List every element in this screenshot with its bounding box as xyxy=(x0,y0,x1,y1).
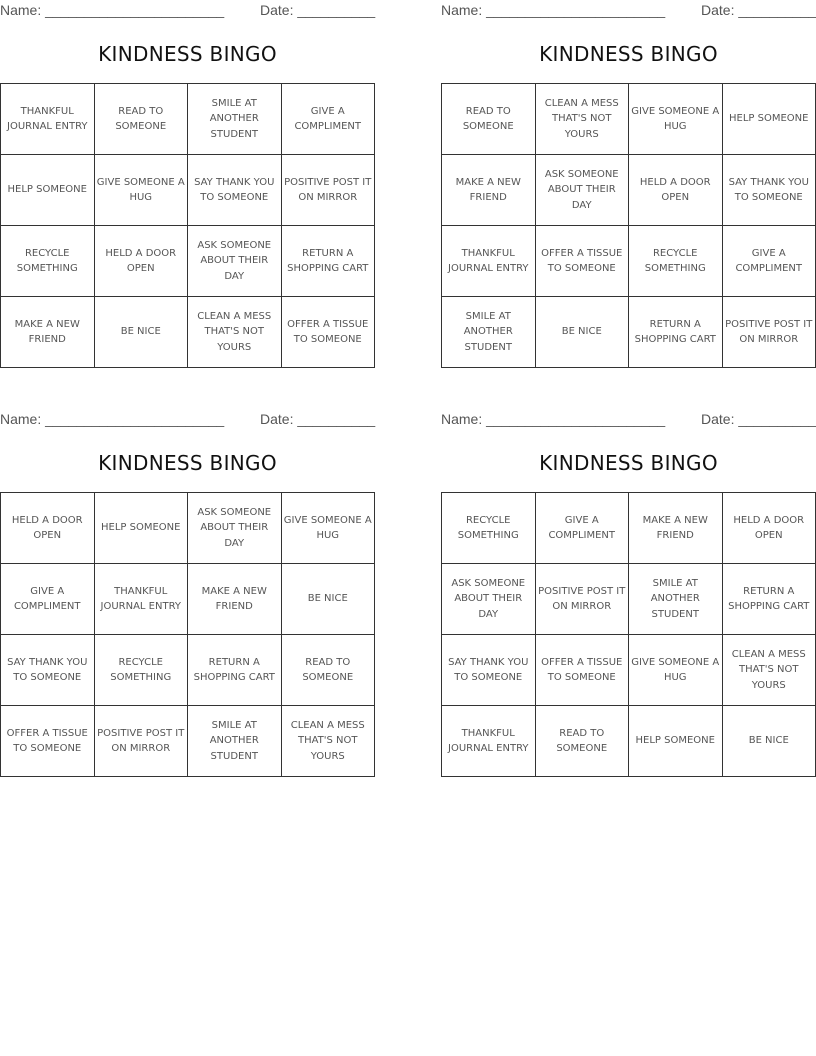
bingo-cell[interactable]: POSITIVE POST IT ON MIRROR xyxy=(722,297,816,368)
bingo-cell[interactable]: HELP SOMEONE xyxy=(722,84,816,155)
bingo-row xyxy=(1,706,375,777)
bingo-cell[interactable]: OFFER A TISSUE TO SOMEONE xyxy=(1,706,95,777)
bingo-cell[interactable]: GIVE A COMPLIMENT xyxy=(281,84,375,155)
bingo-cell[interactable]: THANKFUL JOURNAL ENTRY xyxy=(442,706,536,777)
bingo-cell[interactable]: SAY THANK YOU TO SOMEONE xyxy=(442,635,536,706)
bingo-cell[interactable]: GIVE SOMEONE A HUG xyxy=(281,493,375,564)
bingo-cell[interactable]: GIVE SOMEONE A HUG xyxy=(629,635,723,706)
bingo-cell[interactable]: RETURN A SHOPPING CART xyxy=(722,564,816,635)
bingo-cell[interactable]: OFFER A TISSUE TO SOMEONE xyxy=(535,226,629,297)
bingo-grid xyxy=(441,492,816,777)
card-header xyxy=(441,409,816,431)
bingo-cell[interactable]: POSITIVE POST IT ON MIRROR xyxy=(94,706,188,777)
bingo-cell[interactable]: GIVE A COMPLIMENT xyxy=(722,226,816,297)
bingo-cell[interactable]: OFFER A TISSUE TO SOMEONE xyxy=(535,635,629,706)
bingo-cell[interactable]: CLEAN A MESS THAT'S NOT YOURS xyxy=(722,635,816,706)
bingo-cell[interactable]: CLEAN A MESS THAT'S NOT YOURS xyxy=(188,297,282,368)
bingo-cell[interactable]: HELP SOMEONE xyxy=(629,706,723,777)
bingo-row xyxy=(442,706,816,777)
bingo-cell[interactable]: MAKE A NEW FRIEND xyxy=(629,493,723,564)
bingo-row xyxy=(1,493,375,564)
bingo-cell[interactable]: RETURN A SHOPPING CART xyxy=(188,635,282,706)
bingo-cell[interactable]: BE NICE xyxy=(94,297,188,368)
bingo-cell[interactable]: READ TO SOMEONE xyxy=(94,84,188,155)
bingo-cell[interactable]: MAKE A NEW FRIEND xyxy=(442,155,536,226)
bingo-card-4 xyxy=(441,409,816,789)
bingo-row xyxy=(1,297,375,368)
bingo-cell[interactable]: MAKE A NEW FRIEND xyxy=(188,564,282,635)
bingo-cell[interactable]: MAKE A NEW FRIEND xyxy=(1,297,95,368)
bingo-row xyxy=(442,155,816,226)
bingo-cell[interactable]: POSITIVE POST IT ON MIRROR xyxy=(281,155,375,226)
bingo-cell[interactable]: BE NICE xyxy=(535,297,629,368)
bingo-cell[interactable]: ASK SOMEONE ABOUT THEIR DAY xyxy=(188,493,282,564)
name-field[interactable]: Name: _______________________ xyxy=(441,411,666,427)
bingo-cell[interactable]: RETURN A SHOPPING CART xyxy=(281,226,375,297)
bingo-grid xyxy=(0,83,375,368)
bingo-grid xyxy=(0,492,375,777)
bingo-card-2 xyxy=(441,0,816,380)
bingo-cell[interactable]: SAY THANK YOU TO SOMEONE xyxy=(722,155,816,226)
bingo-cell[interactable]: THANKFUL JOURNAL ENTRY xyxy=(1,84,95,155)
bingo-cell[interactable]: HELD A DOOR OPEN xyxy=(629,155,723,226)
bingo-cell[interactable]: OFFER A TISSUE TO SOMEONE xyxy=(281,297,375,368)
bingo-cell[interactable]: RECYCLE SOMETHING xyxy=(1,226,95,297)
bingo-cell[interactable]: GIVE A COMPLIMENT xyxy=(1,564,95,635)
bingo-row xyxy=(442,226,816,297)
card-title: KINDNESS BINGO xyxy=(539,42,718,66)
bingo-cell[interactable]: READ TO SOMEONE xyxy=(281,635,375,706)
bingo-cell[interactable]: READ TO SOMEONE xyxy=(442,84,536,155)
bingo-cell[interactable]: RECYCLE SOMETHING xyxy=(629,226,723,297)
bingo-cell[interactable]: ASK SOMEONE ABOUT THEIR DAY xyxy=(535,155,629,226)
card-header xyxy=(441,0,816,22)
bingo-card-1 xyxy=(0,0,375,380)
bingo-row xyxy=(442,635,816,706)
bingo-cell[interactable]: HELD A DOOR OPEN xyxy=(94,226,188,297)
card-title: KINDNESS BINGO xyxy=(98,451,277,475)
date-field[interactable]: Date: __________ xyxy=(701,2,816,18)
bingo-row xyxy=(442,564,816,635)
bingo-cell[interactable]: THANKFUL JOURNAL ENTRY xyxy=(442,226,536,297)
bingo-cell[interactable]: CLEAN A MESS THAT'S NOT YOURS xyxy=(535,84,629,155)
bingo-row xyxy=(442,297,816,368)
bingo-row xyxy=(1,564,375,635)
bingo-row xyxy=(442,84,816,155)
bingo-cell[interactable]: RETURN A SHOPPING CART xyxy=(629,297,723,368)
bingo-cell[interactable]: THANKFUL JOURNAL ENTRY xyxy=(94,564,188,635)
bingo-cell[interactable]: SAY THANK YOU TO SOMEONE xyxy=(188,155,282,226)
bingo-cell[interactable]: CLEAN A MESS THAT'S NOT YOURS xyxy=(281,706,375,777)
bingo-cell[interactable]: SMILE AT ANOTHER STUDENT xyxy=(188,84,282,155)
bingo-cell[interactable]: POSITIVE POST IT ON MIRROR xyxy=(535,564,629,635)
bingo-row xyxy=(1,155,375,226)
bingo-cell[interactable]: HELD A DOOR OPEN xyxy=(1,493,95,564)
bingo-cell[interactable]: SAY THANK YOU TO SOMEONE xyxy=(1,635,95,706)
date-field[interactable]: Date: __________ xyxy=(260,2,376,18)
bingo-cell[interactable]: HELD A DOOR OPEN xyxy=(722,493,816,564)
name-field[interactable]: Name: _______________________ xyxy=(0,2,225,18)
bingo-cell[interactable]: SMILE AT ANOTHER STUDENT xyxy=(188,706,282,777)
date-field[interactable]: Date: __________ xyxy=(260,411,376,427)
bingo-cell[interactable]: SMILE AT ANOTHER STUDENT xyxy=(442,297,536,368)
bingo-row xyxy=(1,226,375,297)
bingo-cell[interactable]: ASK SOMEONE ABOUT THEIR DAY xyxy=(442,564,536,635)
bingo-cell[interactable]: ASK SOMEONE ABOUT THEIR DAY xyxy=(188,226,282,297)
bingo-cell[interactable]: READ TO SOMEONE xyxy=(535,706,629,777)
bingo-cell[interactable]: BE NICE xyxy=(281,564,375,635)
card-header xyxy=(0,409,375,431)
bingo-grid xyxy=(441,83,816,368)
bingo-row xyxy=(1,84,375,155)
name-field[interactable]: Name: _______________________ xyxy=(0,411,225,427)
bingo-cell[interactable]: RECYCLE SOMETHING xyxy=(94,635,188,706)
card-title: KINDNESS BINGO xyxy=(98,42,277,66)
card-title: KINDNESS BINGO xyxy=(539,451,718,475)
bingo-cell[interactable]: GIVE SOMEONE A HUG xyxy=(94,155,188,226)
bingo-cell[interactable]: GIVE SOMEONE A HUG xyxy=(629,84,723,155)
bingo-cell[interactable]: SMILE AT ANOTHER STUDENT xyxy=(629,564,723,635)
bingo-cell[interactable]: GIVE A COMPLIMENT xyxy=(535,493,629,564)
bingo-cell[interactable]: HELP SOMEONE xyxy=(1,155,95,226)
bingo-row xyxy=(442,493,816,564)
bingo-cell[interactable]: HELP SOMEONE xyxy=(94,493,188,564)
name-field[interactable]: Name: _______________________ xyxy=(441,2,666,18)
card-header xyxy=(0,0,375,22)
bingo-cell[interactable]: BE NICE xyxy=(722,706,816,777)
bingo-cell[interactable]: RECYCLE SOMETHING xyxy=(442,493,536,564)
bingo-card-3 xyxy=(0,409,375,789)
bingo-row xyxy=(1,635,375,706)
date-field[interactable]: Date: __________ xyxy=(701,411,816,427)
